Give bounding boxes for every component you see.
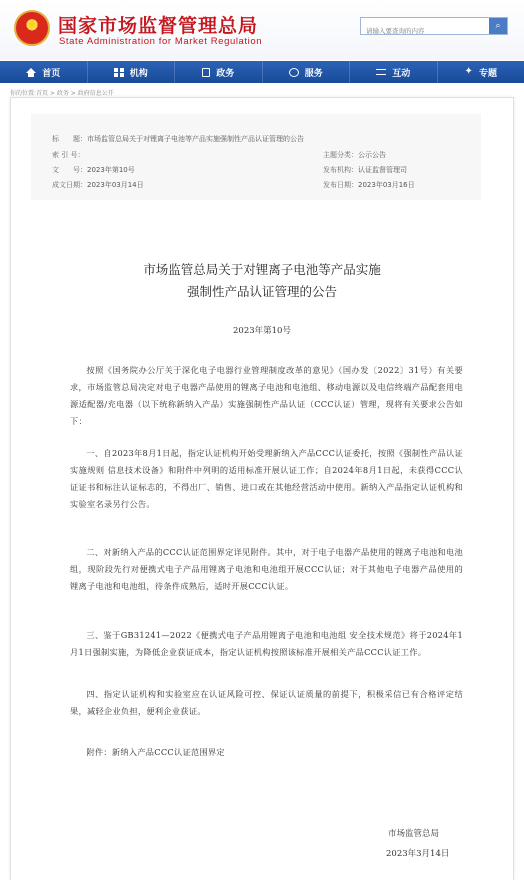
nav-item-label: 服务 [304, 68, 323, 79]
article-paragraph: 二、对新纳入产品的CCC认证范围界定详见附件。其中，对于电子电器产品使用的锂离子电池和电池组，现阶段先行对便携式电子产品用锂离子电池和电池组开展CCC认证；对于其他电子电器产品使用的锂离子电池和电池组，待条件成熟后，适时开展CCC认证。 [70, 547, 463, 591]
meta-label: 文 号： [52, 166, 87, 174]
article-paragraph: 三、鉴于GB31241—2022《便携式电子产品用锂离子电池和电池组 安全技术规范》将于2024年1月1日强制实施，为降低企业获证成本，指定认证机构按照该标准开展相关产品CCC认证工作。 [70, 630, 463, 657]
meta-value: 2023年03月16日 [358, 181, 415, 189]
article-title-line-2: 强制性产品认证管理的公告 [186, 284, 337, 299]
nav-item-government-affairs[interactable] [175, 61, 263, 83]
meta-label: 索 引 号： [52, 151, 85, 159]
meta-label: 主题分类： [323, 151, 358, 159]
nav-item-services[interactable] [263, 61, 351, 83]
search-box [360, 17, 508, 35]
meta-label: 成文日期： [52, 181, 87, 189]
nav-item-topics[interactable] [438, 61, 524, 83]
attachment-note[interactable]: 附件：新纳入产品CCC认证范围界定 [86, 747, 225, 757]
article-paragraph: 一、自2023年8月1日起，指定认证机构开始受理新纳入产品CCC认证委托，按照《强制性产品认证实施规则 信息技术设备》和附件中列明的适用标准开展认证工作；自2024年8月1日起，未获得CCC认证证书和标注认证标志的，不得出厂、销售、进口或在其他经营活动中使用。新纳入产品指定认证机构和实验室名录另行公告。 [70, 448, 463, 509]
national-emblem-logo: ★ [14, 10, 50, 46]
meta-value: 公示公告 [358, 151, 386, 159]
article-paragraph: 四、指定认证机构和实验室应在认证风险可控、保证认证质量的前提下，积极采信已有合格评定结果，减轻企业负担，便利企业获证。 [70, 689, 463, 716]
meta-created-date [52, 180, 144, 190]
meta-label: 发布机构： [323, 166, 358, 174]
nav-item-label: 首页 [42, 68, 61, 79]
meta-issuer [323, 165, 407, 175]
site-subtitle: State Administration for Market Regulation [59, 36, 263, 47]
nav-item-interaction[interactable] [350, 61, 438, 83]
meta-index [52, 150, 84, 160]
document-number: 2023年第10号 [233, 326, 291, 336]
main-nav [0, 61, 524, 83]
meta-docno [52, 165, 135, 175]
nav-item-organization[interactable] [88, 61, 176, 83]
star-icon: ✦ [464, 66, 473, 77]
chat-icon [289, 68, 299, 77]
search-button[interactable] [489, 18, 507, 34]
swap-icon [376, 69, 386, 75]
document-icon [202, 68, 210, 77]
search-icon: ⌕ [495, 21, 501, 31]
meta-label: 标 题： [52, 135, 87, 143]
signature: 市场监管总局 [388, 829, 440, 839]
nav-item-label: 政务 [216, 68, 235, 79]
meta-value: 认证监督管理司 [358, 166, 407, 174]
search-input[interactable] [361, 23, 487, 39]
home-icon [26, 68, 36, 73]
article-paragraph: 按照《国务院办公厅关于深化电子电器行业管理制度改革的意见》（国办发〔2022〕31号）有关要求，市场监管总局决定对电子电器产品使用的锂离子电池和电池组、移动电源以及电信终端产品配套用电源适配器/充电器（以下统称新纳入产品）实施强制性产品认证（CCC认证）管理，现将有关要求公告如下： [70, 365, 463, 426]
nav-item-home[interactable] [0, 61, 88, 83]
nav-item-label: 机构 [129, 68, 148, 79]
meta-value: 市场监管总局关于对锂离子电池等产品实施强制性产品认证管理的公告 [87, 135, 304, 143]
meta-published-date [323, 180, 415, 190]
meta-category [323, 150, 386, 160]
site-header [0, 0, 524, 60]
site-title[interactable]: 国家市场监督管理总局 [58, 15, 259, 37]
breadcrumb[interactable]: 你的位置:首页 > 政务 > 政府信息公开 [10, 90, 114, 97]
article-title-line-1: 市场监管总局关于对锂离子电池等产品实施 [143, 262, 381, 277]
meta-label: 发布日期： [323, 181, 358, 189]
nav-item-label: 互动 [392, 68, 411, 79]
meta-title [52, 134, 304, 144]
nav-item-label: 专题 [478, 68, 497, 79]
grid-icon [114, 68, 124, 77]
meta-value: 2023年第10号 [87, 166, 135, 174]
meta-value: 2023年03月14日 [87, 181, 144, 189]
signature-date: 2023年3月14日 [386, 849, 450, 859]
